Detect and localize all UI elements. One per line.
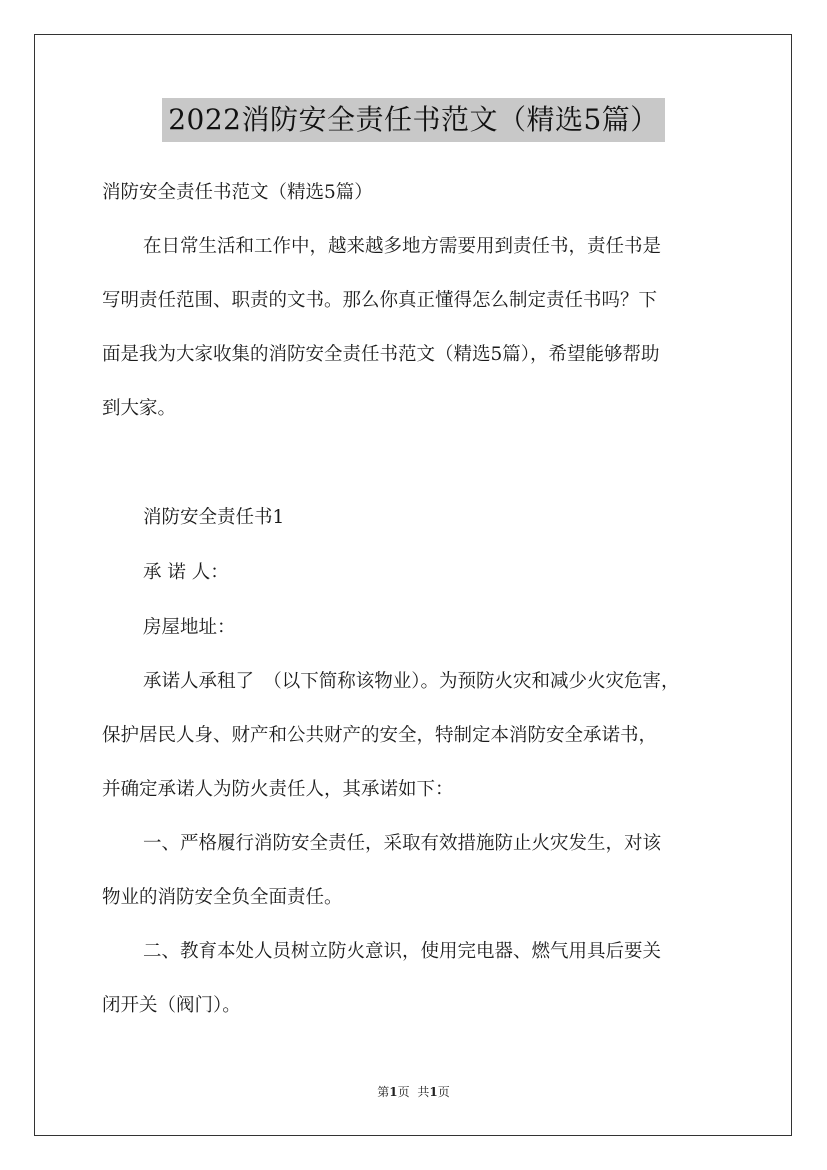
paragraph-line: 保护居民人身、财产和公共财产的安全，特制定本消防安全承诺书， bbox=[102, 725, 658, 746]
paragraph-line: 并确定承诺人为防火责任人，其承诺如下： bbox=[102, 779, 454, 800]
page-number: 1 bbox=[389, 1085, 398, 1099]
paragraph-line: 闭开关（阀门）。 bbox=[102, 995, 241, 1016]
total-suffix: 页 bbox=[437, 1085, 450, 1099]
paragraph-line: 在日常生活和工作中，越来越多地方需要用到责任书，责任书是 bbox=[143, 236, 662, 257]
page-prefix: 第 bbox=[377, 1085, 390, 1099]
paragraph-line: 二、教育本处人员树立防火意识，使用完电器、燃气用具后要关 bbox=[143, 941, 662, 962]
total-prefix: 共 bbox=[417, 1085, 430, 1099]
page-footer bbox=[0, 1084, 827, 1100]
address-label: 房屋地址： bbox=[143, 617, 236, 638]
document-title: 2022消防安全责任书范文（精选5篇） bbox=[162, 98, 665, 142]
section-heading: 消防安全责任书1 bbox=[143, 507, 285, 528]
paragraph-line: 物业的消防安全负全面责任。 bbox=[102, 887, 343, 908]
subtitle-line: 消防安全责任书范文（精选5篇） bbox=[102, 182, 373, 203]
paragraph-line: 写明责任范围、职责的文书。那么你真正懂得怎么制定责任书吗？下 bbox=[102, 290, 658, 311]
paragraph-line: 承诺人承租了 （以下简称该物业）。为预防火灾和减少火灾危害， bbox=[143, 671, 680, 692]
title-container bbox=[0, 98, 827, 142]
promisor-label: 承 诺 人： bbox=[143, 562, 229, 583]
total-pages: 1 bbox=[429, 1085, 438, 1099]
paragraph-line: 到大家。 bbox=[102, 398, 177, 419]
page-suffix: 页 bbox=[397, 1085, 410, 1099]
paragraph-line: 一、严格履行消防安全责任，采取有效措施防止火灾发生，对该 bbox=[143, 833, 662, 854]
paragraph-line: 面是我为大家收集的消防安全责任书范文（精选5篇），希望能够帮助 bbox=[102, 344, 660, 365]
